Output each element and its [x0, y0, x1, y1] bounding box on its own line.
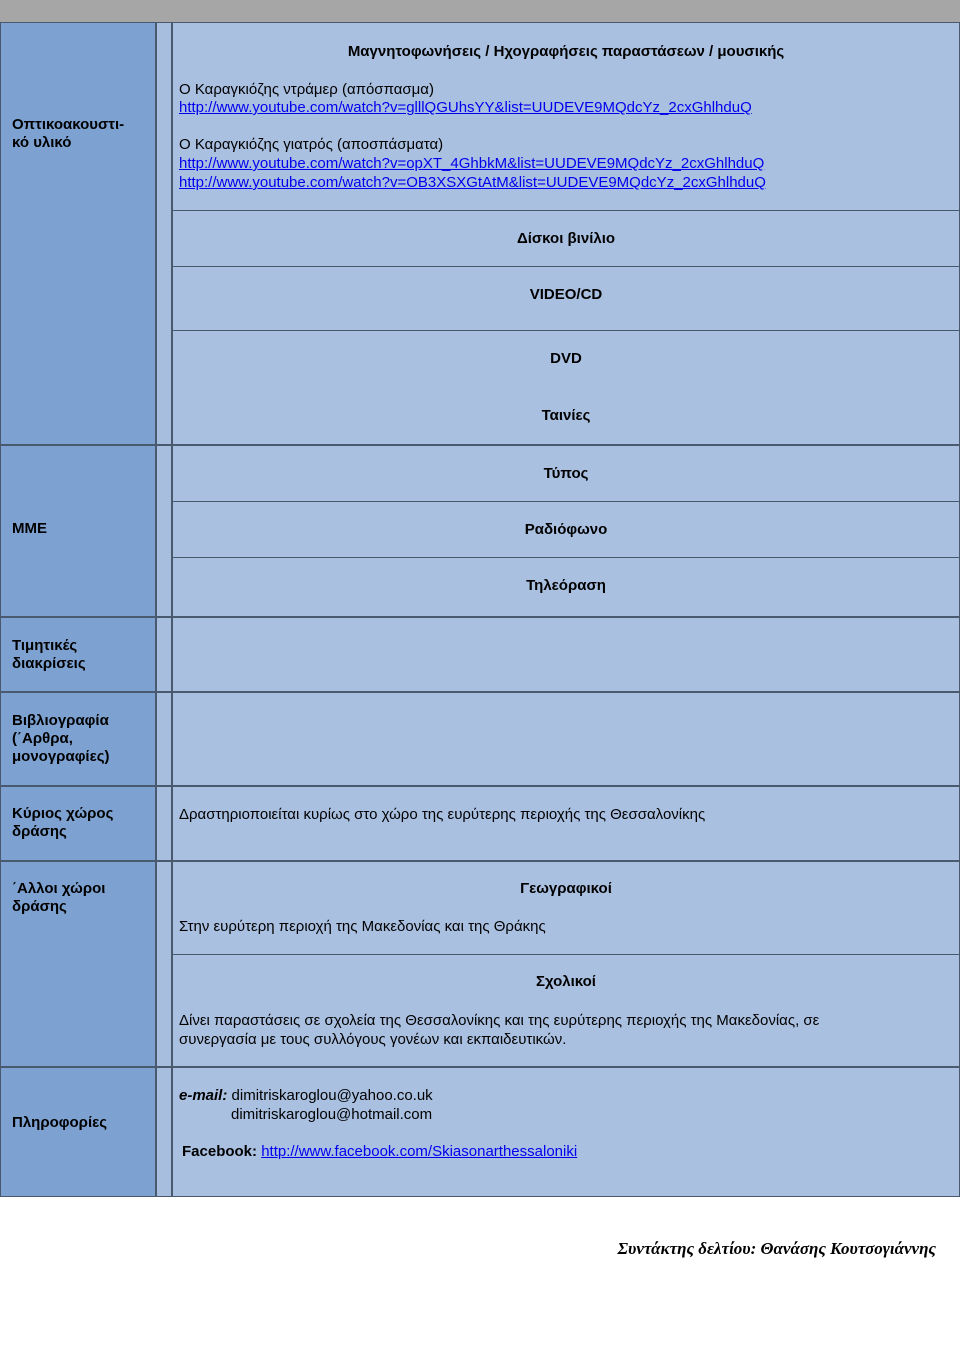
press-label: Τύπος	[543, 465, 589, 482]
audiovisual-section	[172, 22, 960, 445]
gap-column-audiovisual	[156, 22, 172, 445]
email-row-2	[231, 1105, 432, 1124]
label-honors-text: Τιμητικές διακρίσεις	[12, 637, 86, 672]
discs-label: Δίσκοι βινίλιο	[516, 230, 616, 247]
label-media	[0, 445, 156, 617]
facebook-row	[182, 1142, 577, 1161]
label-audiovisual	[0, 22, 156, 445]
bibliography-section	[172, 692, 960, 786]
radio-cell	[173, 502, 959, 558]
gap-column-other-areas	[156, 861, 172, 1067]
facebook-label: Facebook:	[182, 1143, 258, 1160]
label-honors	[0, 617, 156, 692]
main-area-section	[172, 786, 960, 861]
label-info-text: Πληροφορίες	[12, 1114, 108, 1131]
geo-text: Στην ευρύτερη περιοχή της Μακεδονίας και της Θράκης	[179, 918, 546, 935]
films-label: Ταινίες	[541, 407, 591, 424]
gap-column-bibliography	[156, 692, 172, 786]
label-bibliography-text: Βιβλιογραφία (΄Αρθρα, μονογραφίες)	[12, 712, 110, 765]
item2-link1[interactable]: http://www.youtube.com/watch?v=opXT_4GhbkM&list=UUDEVE9MQdcYz_2cxGhlhduQ	[179, 155, 765, 172]
radio-label: Ραδιόφωνο	[524, 521, 608, 538]
other-areas-section	[172, 861, 960, 1067]
gap-column-honors	[156, 617, 172, 692]
geo-heading: Γεωγραφικοί	[520, 880, 612, 897]
info-section	[172, 1067, 960, 1197]
video-cd-cell	[173, 267, 959, 331]
signature: Συντάκτης δελτίου: Θανάσης Κουτσογιάννης	[617, 1239, 936, 1258]
gap-column-media	[156, 445, 172, 617]
media-section	[172, 445, 960, 617]
gap-column-main-area	[156, 786, 172, 861]
label-bibliography	[0, 692, 156, 786]
school-text-1: Δίνει παραστάσεις σε σχολεία της Θεσσαλονίκης και της ευρύτερης περιοχής της Μακεδονίας, σε	[179, 1012, 820, 1029]
footer-area	[0, 1197, 960, 1357]
recordings-cell	[173, 23, 959, 211]
label-info	[0, 1067, 156, 1197]
email-label: e-mail:	[179, 1087, 228, 1104]
tv-label: Τηλεόραση	[526, 577, 606, 594]
item1-title: Ο Καραγκιόζης ντράμερ (απόσπασμα)	[179, 81, 434, 98]
email-row-1	[179, 1086, 433, 1105]
label-media-text: ΜΜΕ	[12, 520, 47, 537]
video-cd-label: VIDEO/CD	[529, 286, 603, 303]
tv-cell	[173, 558, 959, 616]
facebook-link[interactable]: http://www.facebook.com/Skiasonarthessaloniki	[261, 1143, 578, 1160]
press-cell	[173, 446, 959, 502]
email-1[interactable]: dimitriskaroglou@yahoo.co.uk	[231, 1087, 433, 1104]
label-other-areas	[0, 861, 156, 1067]
school-text-2: συνεργασία με τους συλλόγους γονέων και εκπαιδευτικών.	[179, 1031, 567, 1048]
label-main-area-text: Κύριος χώρος δράσης	[12, 805, 114, 840]
recordings-heading: Μαγνητοφωνήσεις / Ηχογραφήσεις παραστάσεων / μουσικής	[347, 43, 785, 60]
main-area-text: Δραστηριοποιείται κυρίως στο χώρο της ευρύτερης περιοχής της Θεσσαλονίκης	[179, 806, 706, 823]
item2-title: Ο Καραγκιόζης γιατρός (αποσπάσματα)	[179, 136, 444, 153]
item1-link[interactable]: http://www.youtube.com/watch?v=glllQGUhsYY&list=UUDEVE9MQdcYz_2cxGhlhduQ	[179, 99, 752, 116]
top-strip	[0, 0, 960, 22]
dvd-label: DVD	[550, 350, 582, 367]
school-cell	[173, 955, 959, 1066]
school-heading: Σχολικοί	[536, 973, 596, 990]
geo-cell	[173, 862, 959, 955]
label-audiovisual-text: Οπτικοακουστι-κό υλικό	[12, 116, 125, 151]
label-other-areas-text: ΄Αλλοι χώροι δράσης	[12, 880, 106, 915]
dvd-films-cell	[173, 331, 959, 444]
honors-section	[172, 617, 960, 692]
label-main-area	[0, 786, 156, 861]
discs-cell	[173, 211, 959, 267]
item2-link2[interactable]: http://www.youtube.com/watch?v=OB3XSXGtAtM&list=UUDEVE9MQdcYz_2cxGhlhduQ	[179, 174, 766, 191]
gap-column-info	[156, 1067, 172, 1197]
email-2[interactable]: dimitriskaroglou@hotmail.com	[231, 1106, 433, 1123]
